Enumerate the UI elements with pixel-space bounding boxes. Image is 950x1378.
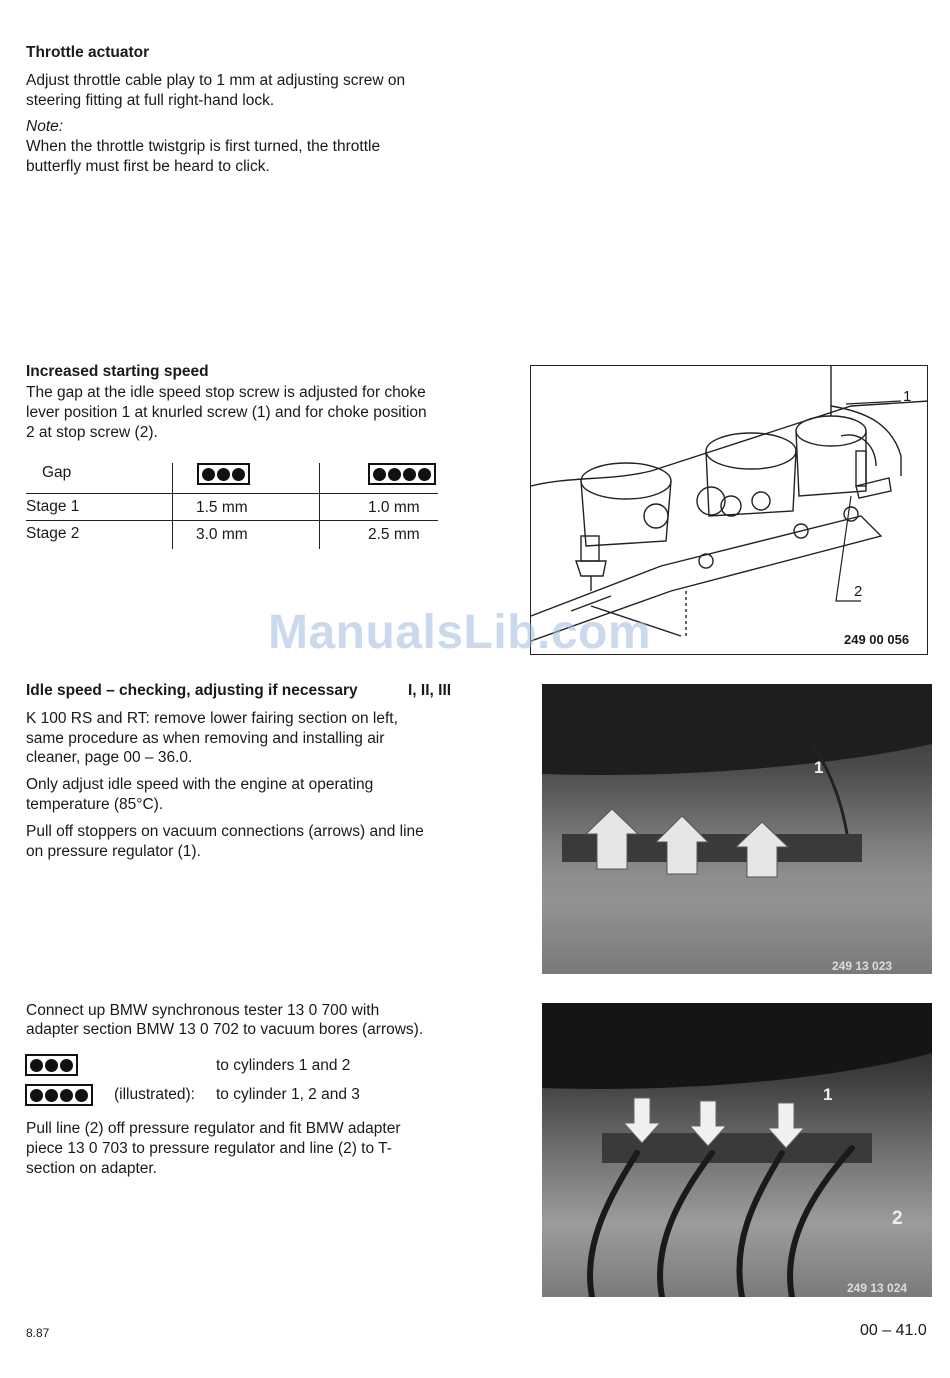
sync-text-line: section on adapter. bbox=[26, 1160, 157, 1177]
footer-date: 8.87 bbox=[26, 1326, 50, 1340]
table-rule bbox=[26, 493, 438, 494]
engine-photo-synchronous-tester bbox=[542, 1003, 932, 1297]
page-number: 00 – 41.0 bbox=[860, 1322, 927, 1339]
idle-text-line: temperature (85°C). bbox=[26, 796, 164, 813]
illustrated-label: (illustrated): bbox=[114, 1086, 195, 1103]
section-heading-starting-speed: Increased starting speed bbox=[26, 363, 209, 380]
idle-text-line: cleaner, page 00 – 36.0. bbox=[26, 749, 193, 766]
table-cell: 1.5 mm bbox=[196, 499, 248, 516]
idle-text-line: Only adjust idle speed with the engine at operating bbox=[26, 776, 374, 793]
table-rule bbox=[26, 520, 438, 521]
note-text-line-2: butterfly must first be heard to click. bbox=[26, 158, 270, 175]
photo-callout-1: 1 bbox=[814, 758, 824, 777]
idle-text-line: K 100 RS and RT: remove lower fairing section on left, bbox=[26, 710, 398, 727]
starting-text-line-2: lever position 1 at knurled screw (1) and for choke position bbox=[26, 404, 427, 421]
three-cylinder-connection: to cylinders 1 and 2 bbox=[216, 1057, 351, 1074]
note-label: Note: bbox=[26, 118, 64, 135]
photo-callout-1: 1 bbox=[823, 1085, 833, 1104]
four-cylinder-symbol bbox=[368, 463, 436, 485]
idle-text-line: Pull off stoppers on vacuum connections (arrows) and line bbox=[26, 823, 424, 840]
engine-photo-vacuum-connections bbox=[542, 684, 932, 974]
model-applicability: I, II, III bbox=[408, 682, 452, 699]
throttle-text-line-2: steering fitting at full right-hand lock. bbox=[26, 92, 275, 109]
four-cylinder-symbol bbox=[25, 1084, 93, 1106]
photo-details bbox=[542, 1003, 932, 1297]
table-cell: 1.0 mm bbox=[368, 499, 420, 516]
sync-text-line: piece 13 0 703 to pressure regulator and line (2) to T- bbox=[26, 1140, 392, 1157]
figure-code: 249 00 056 bbox=[844, 632, 910, 647]
table-row-label: Stage 2 bbox=[26, 525, 80, 542]
three-cylinder-symbol bbox=[25, 1054, 78, 1076]
sync-text-line: Pull line (2) off pressure regulator and fit BMW adapter bbox=[26, 1120, 401, 1137]
sync-text-line: adapter section BMW 13 0 702 to vacuum bores (arrows). bbox=[26, 1021, 424, 1038]
table-divider bbox=[172, 463, 173, 549]
table-header-gap: Gap bbox=[42, 464, 72, 481]
table-divider bbox=[319, 463, 320, 549]
watermark: ManualsLib.com bbox=[268, 606, 652, 659]
table-cell: 3.0 mm bbox=[196, 526, 248, 543]
starting-text-line-1: The gap at the idle speed stop screw is adjusted for choke bbox=[26, 384, 426, 401]
figure-callout-1: 1 bbox=[903, 388, 912, 405]
four-cylinder-connection: to cylinder 1, 2 and 3 bbox=[216, 1086, 360, 1103]
idle-text-line: same procedure as when removing and installing air bbox=[26, 730, 385, 747]
throttle-text-line-1: Adjust throttle cable play to 1 mm at adjusting screw on bbox=[26, 72, 406, 89]
photo-code: 249 13 024 bbox=[847, 1281, 908, 1295]
photo-details bbox=[542, 684, 932, 974]
table-row-label: Stage 1 bbox=[26, 498, 80, 515]
starting-text-line-3: 2 at stop screw (2). bbox=[26, 424, 158, 441]
figure-callout-2: 2 bbox=[854, 583, 863, 600]
sync-text-line: Connect up BMW synchronous tester 13 0 700 with bbox=[26, 1002, 380, 1019]
section-heading-idle-speed: Idle speed – checking, adjusting if necessary bbox=[26, 682, 358, 699]
table-cell: 2.5 mm bbox=[368, 526, 420, 543]
idle-text-line: on pressure regulator (1). bbox=[26, 843, 201, 860]
photo-code: 249 13 023 bbox=[832, 959, 893, 973]
photo-callout-2: 2 bbox=[892, 1208, 903, 1229]
section-heading-throttle: Throttle actuator bbox=[26, 44, 150, 61]
three-cylinder-symbol bbox=[197, 463, 250, 485]
note-text-line-1: When the throttle twistgrip is first turned, the throttle bbox=[26, 138, 381, 155]
